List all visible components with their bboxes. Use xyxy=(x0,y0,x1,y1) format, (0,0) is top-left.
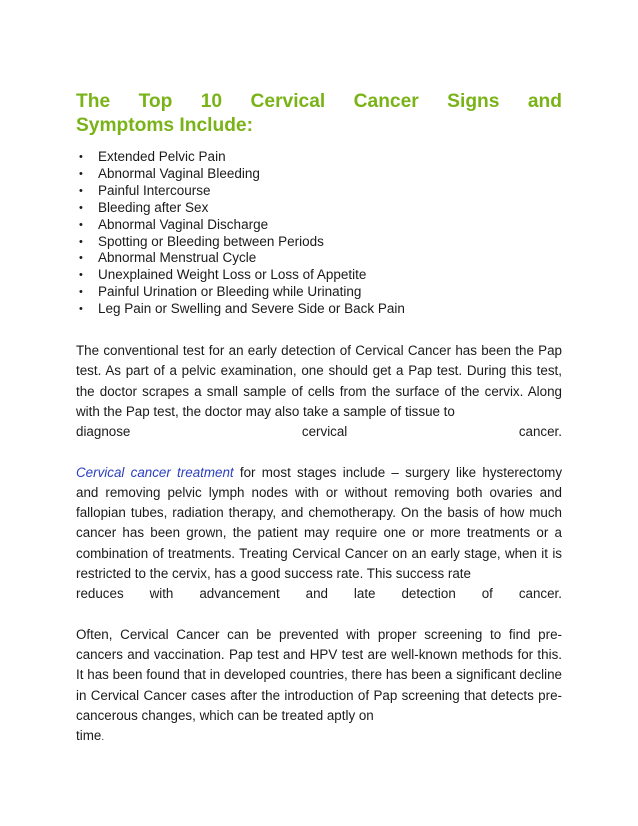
bullet-icon: • xyxy=(79,235,83,248)
list-item-label: Abnormal Menstrual Cycle xyxy=(98,250,257,266)
heading-line-1: The Top 10 Cervical Cancer Signs and xyxy=(76,91,562,112)
bullet-icon: • xyxy=(79,167,83,180)
list-item xyxy=(76,301,562,318)
bullet-icon: • xyxy=(79,184,83,197)
bullet-icon: • xyxy=(79,286,83,299)
treatment-link[interactable]: Cervical cancer treatment xyxy=(76,464,234,480)
bullet-icon: • xyxy=(79,201,83,214)
paragraph-last-line: diagnose cervical cancer. xyxy=(76,424,562,440)
paragraph-prevention xyxy=(76,625,562,749)
list-item-label: Painful Urination or Bleeding while Urinating xyxy=(98,284,362,300)
paragraph-text: for most stages include – surgery like hysterectomy and removing pelvic lymph nodes with or without removing both ovaries and fallopian tubes, radiation therapy, and chemotherapy. On the basis of how much cancer has been grown, the patient may require one or more treatments or a combination of treatments. Treating Cervical Cancer on an early stage, when it is restricted to the cervix, has a good success rate. This success rate xyxy=(76,464,563,582)
bullet-icon: • xyxy=(79,218,83,231)
list-item-label: Spotting or Bleeding between Periods xyxy=(98,233,324,249)
list-item xyxy=(76,234,562,251)
list-item xyxy=(76,149,562,166)
list-item xyxy=(76,200,562,217)
symptom-list xyxy=(76,149,562,318)
paragraph-text: Often, Cervical Cancer can be prevented with proper screening to find pre-cancers and vaccination. Pap test and HPV test are well-known methods for this. It has been found that in developed countries, there has been a significant decline in Cervical Cancer cases after the introduction of Pap screening that detects pre-cancerous changes, which can be treated aptly on xyxy=(76,626,562,723)
list-item xyxy=(76,284,562,301)
bullet-icon: • xyxy=(79,303,83,316)
list-item-label: Bleeding after Sex xyxy=(98,199,209,215)
list-item xyxy=(76,250,562,267)
list-item xyxy=(76,183,562,200)
paragraph-last-line xyxy=(76,726,562,748)
list-item xyxy=(76,267,562,284)
list-item-label: Abnormal Vaginal Bleeding xyxy=(98,165,260,181)
list-item-label: Leg Pain or Swelling and Severe Side or Back Pain xyxy=(98,301,405,317)
paragraph-last-line: reduces with advancement and late detection of cancer. xyxy=(76,586,562,602)
list-item-label: Abnormal Vaginal Discharge xyxy=(98,216,269,232)
page-heading xyxy=(76,90,562,138)
list-item xyxy=(76,166,562,183)
bullet-icon: • xyxy=(79,269,83,282)
heading-line-2: Symptoms Include: xyxy=(76,115,253,136)
paragraph-pap-test xyxy=(76,341,562,442)
period-mark: . xyxy=(101,732,105,744)
document-page xyxy=(76,90,562,748)
bullet-icon: • xyxy=(79,151,83,163)
paragraph-last-word: time xyxy=(76,728,102,744)
bullet-icon: • xyxy=(79,252,83,265)
list-item-label: Extended Pelvic Pain xyxy=(98,149,226,164)
list-item-label: Unexplained Weight Loss or Loss of Appetite xyxy=(98,267,367,283)
list-item xyxy=(76,217,562,234)
paragraph-treatment xyxy=(76,463,562,605)
list-item-label: Painful Intercourse xyxy=(98,182,211,198)
paragraph-text: The conventional test for an early detection of Cervical Cancer has been the Pap test. As part of a pelvic examination, one should get a Pap test. During this test, the doctor scrapes a small sample of cells from the surface of the cervix. Along with the Pap test, the doctor may also take a sample of tissue to xyxy=(76,343,562,419)
